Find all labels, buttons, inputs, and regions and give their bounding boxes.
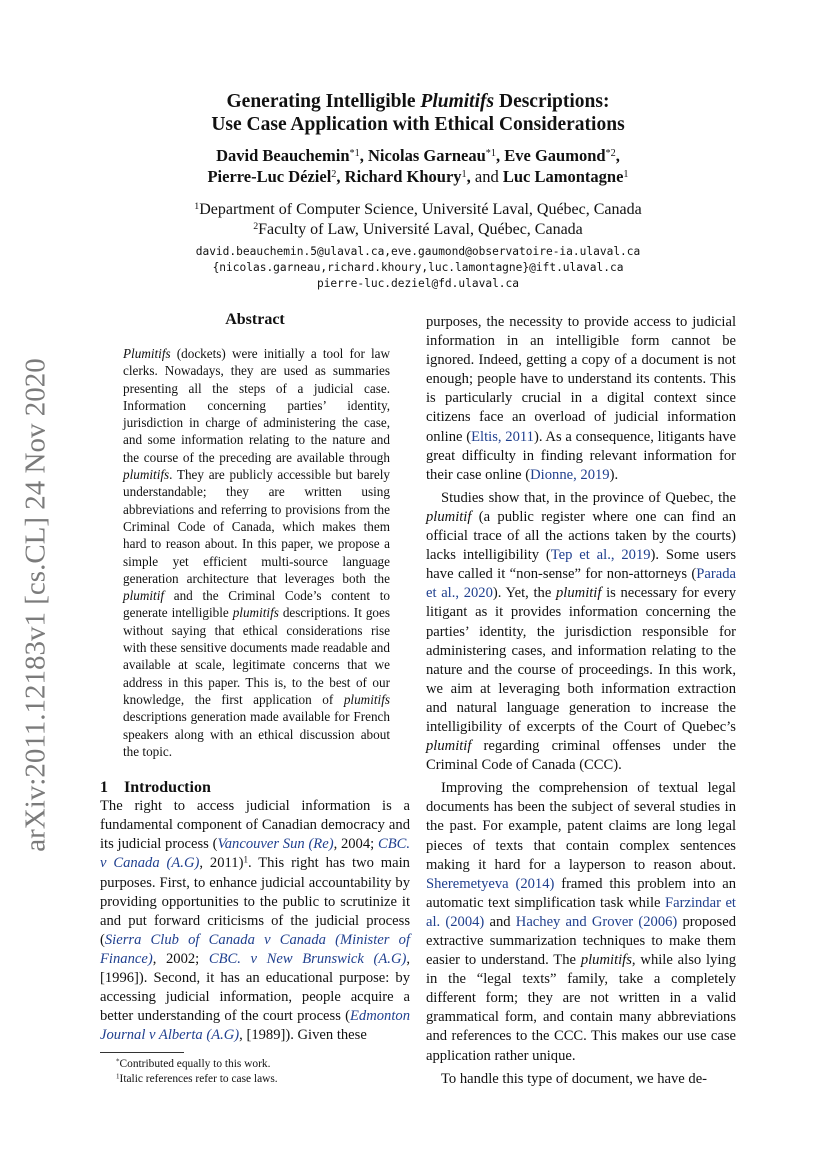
footnote-rule <box>100 1052 184 1053</box>
author-name: Richard Khoury <box>344 167 462 186</box>
intro-paragraph: The right to access judicial information is a fundamental component of Canadian democracy and its judicial process (Vancouver Sun (Re), 2004; CBC. v Canada (A.G), 2011)$^1$. This right has two main purposes. First, to enhance judicial accountability by providing opportunities to the public to scrutinize it and put forward criticisms of the judicial process (Sierra Club of Canada v Canada (Minister of Finance), 2002; CBC. v New Brunswick (A.G), [1996]). Second, it has an educational purpose: by accessing judicial information, people acquire a better understanding of the court process (Edmonton Journal v Alberta (A.G), [1989]). Given these <box>100 798 410 1044</box>
citation-link[interactable]: Dionne, 2019 <box>530 466 610 483</box>
author-name: Eve Gaumond <box>504 146 606 165</box>
paper-header <box>100 90 736 292</box>
author-name: Luc Lamontagne <box>502 167 624 186</box>
email-line: david.beauchemin.5@ulaval.ca,eve.gaumond@observatoire-ia.ulaval.ca <box>195 245 641 258</box>
citation-link[interactable]: Eltis, 2011 <box>471 428 534 445</box>
paper-title: Generating Intelligible Plumitifs Descriptions: Use Case Application with Ethical Considerations <box>211 91 625 135</box>
abstract-text: Plumitifs (dockets) were initially a tool for law clerks. Nowadays, they are used as summaries presenting all the steps of a judicial case. Information concerning parties’ identity, jurisdiction in charge of administering the case, and some information relating to the nature and the course of the preceding are available through plumitifs. They are publicly accessible but barely understandable; they are written using abbreviations and referring to provisions from the Criminal Code of Canada, which makes them hard to reason about. In this paper, we propose a simple yet efficient multi-source language generation architecture that leverages both the plumitif and the Criminal Code’s content to generate intelligible plumitifs descriptions. It goes without saying that ethical considerations rise with these sensitive documents made readable and available at scale, legitimate concerns that we address in this paper. This is, to the best of our knowledge, the first application of plumitifs descriptions generation made available for French speakers along with an ethical discussion about the topic. <box>123 346 390 759</box>
affiliations: $^1$Department of Computer Science, Université Laval, Québec, Canada $^2$Faculty of Law, Université Laval, Québec, Canada <box>194 201 642 238</box>
footnotes <box>100 1052 410 1087</box>
citation-link[interactable]: Farzindar et al. (2004) <box>426 894 736 930</box>
citation-link[interactable]: Edmonton Journal v Alberta (A.G) <box>100 1008 410 1044</box>
footnote: *Contributed equally to this work. <box>116 1057 271 1071</box>
author-emails <box>100 244 736 292</box>
citation-link[interactable]: Tep et al., 2019 <box>550 547 651 564</box>
email-line: pierre-luc.deziel@fd.ulaval.ca <box>316 277 520 290</box>
author-name: Pierre-Luc Déziel <box>207 167 332 186</box>
citation-link[interactable]: Sierra Club of Canada v Canada (Minister of Finance) <box>100 931 410 967</box>
affiliation: Department of Computer Science, Université Laval, Québec, Canada <box>199 201 642 218</box>
left-column <box>100 312 410 1087</box>
author-list: David Beauchemin$^{*1}$, Nicolas Garneau$^{*1}$, Eve Gaumond$^{*2}$, Pierre-Luc Déziel$^2$, Richard Khoury$^1$, and Luc Lamontagne$^1$ <box>207 146 629 186</box>
footnote: $^1$Italic references refer to case laws. <box>116 1072 278 1086</box>
body-paragraph: purposes, the necessity to provide access to judicial information in an intelligible form cannot be ignored. Indeed, getting a copy of a document is not enough; people have to understand its contents. This is particularly crucial in a digital context since citizens face an overload of judicial information online (Eltis, 2011). As a consequence, litigants have great difficulty in finding relevant information for their case online (Dionne, 2019). <box>426 314 736 483</box>
citation-link[interactable]: Vancouver Sun (Re) <box>217 836 334 853</box>
citation-link[interactable]: CBC. v New Brunswick (A.G) <box>208 950 407 967</box>
citation-link[interactable]: Parada et al., 2020 <box>426 566 736 602</box>
abstract-heading: Abstract <box>225 311 285 328</box>
section-heading-introduction: 1 Introduction <box>100 779 211 797</box>
author-name: Nicolas Garneau <box>367 146 486 165</box>
affiliation: Faculty of Law, Université Laval, Québec, Canada <box>258 220 583 238</box>
right-column <box>426 313 736 1089</box>
footnote-ref[interactable]: 1 <box>243 854 248 865</box>
body-paragraph: Studies show that, in the province of Quebec, the plumitif (a public register where one can find an official trace of all the actions taken by the courts) lacks intelligibility (Tep et al., 2019). Some users have called it “non-sense” for non-attorneys (Parada et al., 2020). Yet, the plumitif is necessary for every litigant as it provides information concerning the parties’ identity, the jurisdiction responsible for administering cases, and information relating to the nature and the course of proceedings. In this work, we aim at leveraging both information extraction and natural language generation to increase the intelligibility of excerpts of the Court of Quebec’s plumitif regarding criminal offenses under the Criminal Code of Canada (CCC). <box>426 489 736 774</box>
arxiv-sidebar <box>14 355 58 855</box>
body-paragraph: Improving the comprehension of textual legal documents has been the subject of several studies in the past. For example, patent claims are long legal pieces of texts that contain complex sentences making it hard for a layperson to reason about. Sheremetyeva (2014) framed this problem into an automatic text simplification task while Farzindar et al. (2004) and Hachey and Grover (2006) proposed extractive summarization techniques to make them easier to understand. The plumitifs, while also lying in the “legal texts” family, take a completely different form; they are not written in a valid grammatical form, and contain many abbreviations and references to the CCC. This makes our use case application rather unique. <box>426 780 737 1064</box>
citation-link[interactable]: Hachey and Grover (2006) <box>515 913 678 930</box>
citation-link[interactable]: Sheremetyeva (2014) <box>426 875 555 892</box>
email-line: {nicolas.garneau,richard.khoury,luc.lamontagne}@ift.ulaval.ca <box>212 261 624 274</box>
author-name: David Beauchemin <box>216 146 350 165</box>
arxiv-identifier: arXiv:2011.12183v1 [cs.CL] 24 Nov 2020 <box>19 358 52 852</box>
citation-link[interactable]: CBC. v Canada (A.G) <box>100 836 410 872</box>
body-paragraph: To handle this type of document, we have de- <box>441 1070 708 1087</box>
